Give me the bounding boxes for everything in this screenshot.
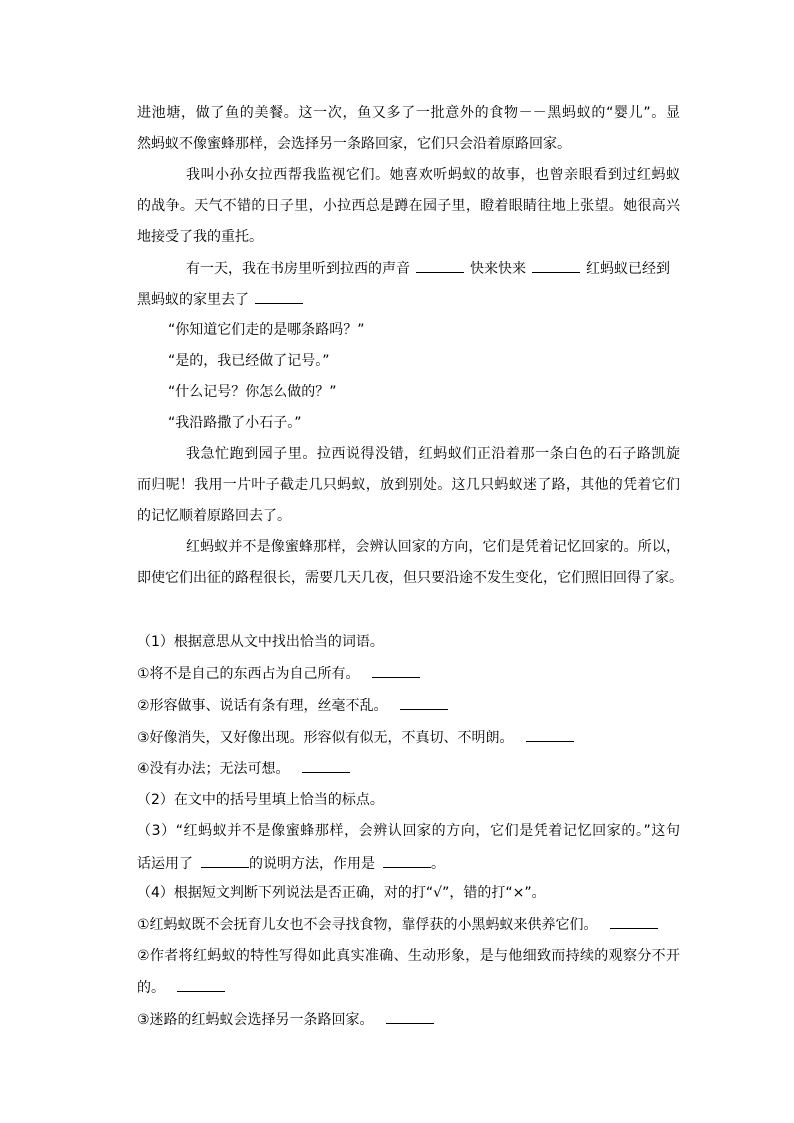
question-heading: （4）根据短文判断下列说法是否正确，对的打“√”，错的打“×”。 bbox=[137, 885, 546, 901]
dialogue-line: “是的，我已经做了记号。” bbox=[168, 353, 330, 369]
answer-blank[interactable] bbox=[386, 1009, 434, 1024]
passage-line: 红蚂蚁并不是像蜜蜂那样，会辨认回家的方向，它们是凭着记忆回家的。所以， bbox=[186, 539, 680, 555]
dialogue-line: “你知道它们走的是哪条路吗？” bbox=[168, 322, 365, 338]
passage-line: 我急忙跑到园子里。拉西说得没错，红蚂蚁们正沿着那一条白色的石子路凯旋 bbox=[186, 446, 680, 462]
text: 的。 bbox=[137, 980, 165, 996]
passage-line bbox=[137, 289, 309, 309]
answer-blank[interactable] bbox=[526, 727, 574, 742]
text: 有一天，我在书房里听到拉西的声音 bbox=[186, 261, 410, 277]
text: ③好像消失，又好像出现。形容似有似无，不真切、不明朗。 bbox=[137, 730, 514, 746]
passage-line bbox=[186, 258, 670, 278]
passage-line: 的记忆顺着原路回去了。 bbox=[137, 508, 291, 524]
passage-line: 地接受了我的重托。 bbox=[137, 229, 263, 245]
question-item bbox=[137, 914, 664, 934]
answer-blank[interactable] bbox=[400, 695, 448, 710]
passage-line: 而归呢！我用一片叶子截走几只蚂蚁，放到别处。这几只蚂蚁迷了路，其他的凭着它们 bbox=[137, 477, 680, 493]
question-heading: （1）根据意思从文中找出恰当的词语。 bbox=[137, 634, 384, 650]
answer-blank[interactable] bbox=[610, 914, 658, 929]
answer-blank[interactable] bbox=[302, 758, 350, 773]
dialogue-line: “我沿路撒了小石子。” bbox=[168, 415, 302, 431]
question-item bbox=[137, 977, 231, 997]
passage-line: 即使它们出征的路程很长，需要几天几夜，但只要沿途不发生变化，它们照旧回得了家。 bbox=[137, 570, 683, 586]
question-item bbox=[137, 663, 426, 683]
question-item bbox=[137, 727, 580, 747]
text: 话运用了 bbox=[137, 856, 193, 872]
answer-blank[interactable] bbox=[177, 977, 225, 992]
text: ④没有办法；无法可想。 bbox=[137, 761, 290, 777]
question-item bbox=[137, 758, 356, 778]
answer-blank[interactable] bbox=[201, 853, 249, 868]
text: 的说明方法，作用是 bbox=[249, 856, 375, 872]
passage-line: 然蚂蚁不像蜜蜂那样，会选择另一条路回家，它们只会沿着原路回家。 bbox=[137, 136, 571, 152]
text: 。 bbox=[431, 856, 445, 872]
question-item: ②作者将红蚂蚁的特性写得如此真实准确、生动形象，是与他细致而持续的观察分不开 bbox=[137, 948, 680, 964]
text: 黑蚂蚁的家里去了 bbox=[137, 292, 249, 308]
punctuation-blank[interactable] bbox=[532, 258, 580, 273]
text: ①将不是自己的东西占为自己所有。 bbox=[137, 666, 360, 682]
question-heading: （2）在文中的括号里填上恰当的标点。 bbox=[137, 792, 384, 808]
dialogue-line: “什么记号？你怎么做的？” bbox=[168, 384, 337, 400]
passage-line: 进池塘，做了鱼的美餐。这一次，鱼又多了一批意外的食物－－黑蚂蚁的“婴儿”。显 bbox=[137, 105, 680, 121]
question-item bbox=[137, 1009, 440, 1029]
passage-line: 的战争。天气不错的日子里，小拉西总是蹲在园子里，瞪着眼睛往地上张望。她很高兴 bbox=[137, 198, 680, 214]
answer-blank[interactable] bbox=[372, 663, 420, 678]
punctuation-blank[interactable] bbox=[255, 289, 303, 304]
punctuation-blank[interactable] bbox=[416, 258, 464, 273]
question-heading: （3）“红蚂蚁并不是像蜜蜂那样，会辨认回家的方向，它们是凭着记忆回家的。”这句 bbox=[137, 823, 680, 839]
text: 红蚂蚁已经到 bbox=[586, 261, 670, 277]
question-item bbox=[137, 695, 454, 715]
text: ③迷路的红蚂蚁会选择另一条路回家。 bbox=[137, 1012, 374, 1028]
text: 快来快来 bbox=[470, 261, 526, 277]
text: ①红蚂蚁既不会抚育儿女也不会寻找食物，靠俘获的小黑蚂蚁来供养它们。 bbox=[137, 917, 598, 933]
text: ②形容做事、说话有条有理，丝毫不乱。 bbox=[137, 698, 388, 714]
answer-blank[interactable] bbox=[383, 853, 431, 868]
question-item bbox=[137, 853, 445, 873]
passage-line: 我叫小孙女拉西帮我监视它们。她喜欢听蚂蚁的故事，也曾亲眼看到过红蚂蚁 bbox=[186, 167, 680, 183]
